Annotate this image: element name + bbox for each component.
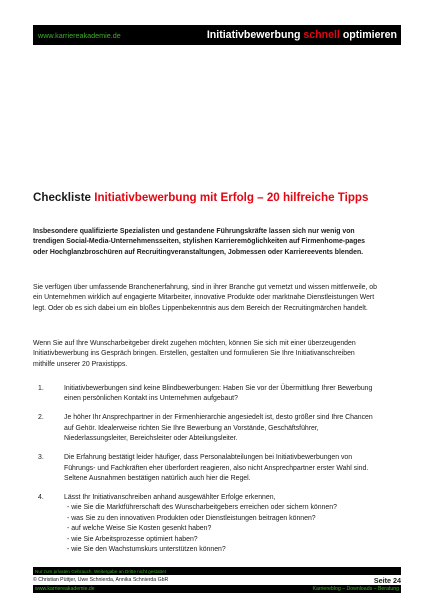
- tip-number: 1.: [38, 385, 44, 392]
- tip-question: - wie Sie Arbeitsprozesse optimiert haben?: [67, 535, 198, 543]
- body-paragraph-1: Sie verfügen über umfassende Branchenerfahrung, sind in ihrer Branche gut vernetzt und wissen mittlerweile, ob ein Unternehmen wirklich auf engagierte Mitarbeiter, innovative Produkte oder marktnahe Dienstleistungen Wert legt. Oder ob es sich dabei um ein bloßes Lippenbekenntnis aus dem Bereich der Recruitingmärchen handelt.: [33, 284, 377, 312]
- tips-list: [33, 384, 377, 564]
- tip-question: - was Sie zu den innovativen Produkten oder Dienstleistungen beitragen können?: [67, 514, 316, 522]
- header-bar: [33, 25, 401, 45]
- tip-text: Die Erfahrung bestätigt leider häufiger, dass Personalabteilungen bei Initiativbewerbungen von Führungs- und Fachkräften eher überfordert reagieren, also nicht Ansprechpartner erster Wahl sind. Seltene Ausnahmen bestätigen natürlich auch hier die Regel.: [64, 454, 369, 483]
- body-paragraph-2: Wenn Sie auf Ihre Wunscharbeitgeber direkt zugehen möchten, können Sie sich mit einer überzeugenden Initiativbewerbung ins Gespräch bringen. Erstellen, gestalten und formulieren Sie Ihre Initiativanschreiben mithilfe unserer 20 Praxistipps.: [33, 340, 356, 368]
- header-url-link[interactable]: www.karriereakademie.de: [38, 30, 121, 40]
- footer-copyright-row: [33, 575, 401, 585]
- tip-question: - wie Sie die Marktführerschaft des Wunscharbeitgebers erreichen oder sichern können?: [67, 504, 337, 512]
- heading-accent: Initiativbewerbung mit Erfolg – 20 hilfreiche Tipps: [94, 191, 369, 204]
- tip-text: Je höher Ihr Ansprechpartner in der Firmenhierarchie angesiedelt ist, desto größer sind Ihre Chancen auf Gehör. Idealerweise richten Sie Ihre Bewerbung an Vorstände, Geschäftsführer, Niederlassungsleiter, Bereichsleiter oder Abteilungsleiter.: [64, 414, 373, 443]
- tip-number: 3.: [38, 454, 44, 462]
- page-number: Seite 24: [373, 575, 401, 585]
- footer-copyright: © Christian Püttjer, Uwe Schnierda, Annika Schnierda GbR: [33, 577, 169, 583]
- header-title-part2: optimieren: [339, 29, 397, 41]
- tip-item: [33, 493, 377, 555]
- footer-breadcrumb[interactable]: Karriereblog – Downloads – Beratung: [312, 586, 399, 592]
- tip-question: - wie Sie den Wachstumskurs unterstützen können?: [67, 546, 226, 554]
- tip-text: Lässt Ihr Initiativanschreiben anhand ausgewählter Erfolge erkennen,: [64, 494, 276, 502]
- header-title: [207, 29, 397, 41]
- footer-bar: [33, 585, 401, 593]
- footer-usage-note-bar: [33, 567, 401, 575]
- tip-item: [33, 384, 377, 405]
- tip-text: Initiativbewerbungen sind keine Blindbewerbungen: Haben Sie vor der Übermittlung Ihrer Bewerbung einen persönlichen Kontakt ins Unternehmen aufgebaut?: [64, 385, 373, 403]
- tip-number: 2.: [38, 414, 44, 422]
- header-title-accent: schnell: [303, 29, 340, 41]
- header-title-part1: Initiativbewerbung: [206, 29, 304, 41]
- tip-text-with-questions: [64, 493, 377, 555]
- intro-paragraph: Insbesondere qualifizierte Spezialisten und gestandene Führungskräfte lassen sich nur wenig von trendigen Social-Media-Unternehmensseiten, stylishen Karrieremöglichkeiten auf Firmenhome-pages oder Hochglanzbroschüren auf Recruitingveranstaltungen, Jobmessen oder Karriereevents blenden.: [33, 228, 365, 256]
- tip-item: [33, 413, 377, 444]
- tip-question: - auf welche Weise Sie Kosten gesenkt haben?: [67, 525, 212, 533]
- tip-number: 4.: [38, 494, 44, 502]
- tip-item: [33, 453, 377, 484]
- page-heading: [33, 191, 401, 204]
- footer-url-link[interactable]: www.karriereakademie.de: [35, 586, 95, 592]
- heading-prefix: Checkliste: [33, 191, 95, 204]
- footer-usage-note: Nur zum privaten Gebrauch, Weitergabe an Dritte nicht gestattet: [35, 568, 166, 574]
